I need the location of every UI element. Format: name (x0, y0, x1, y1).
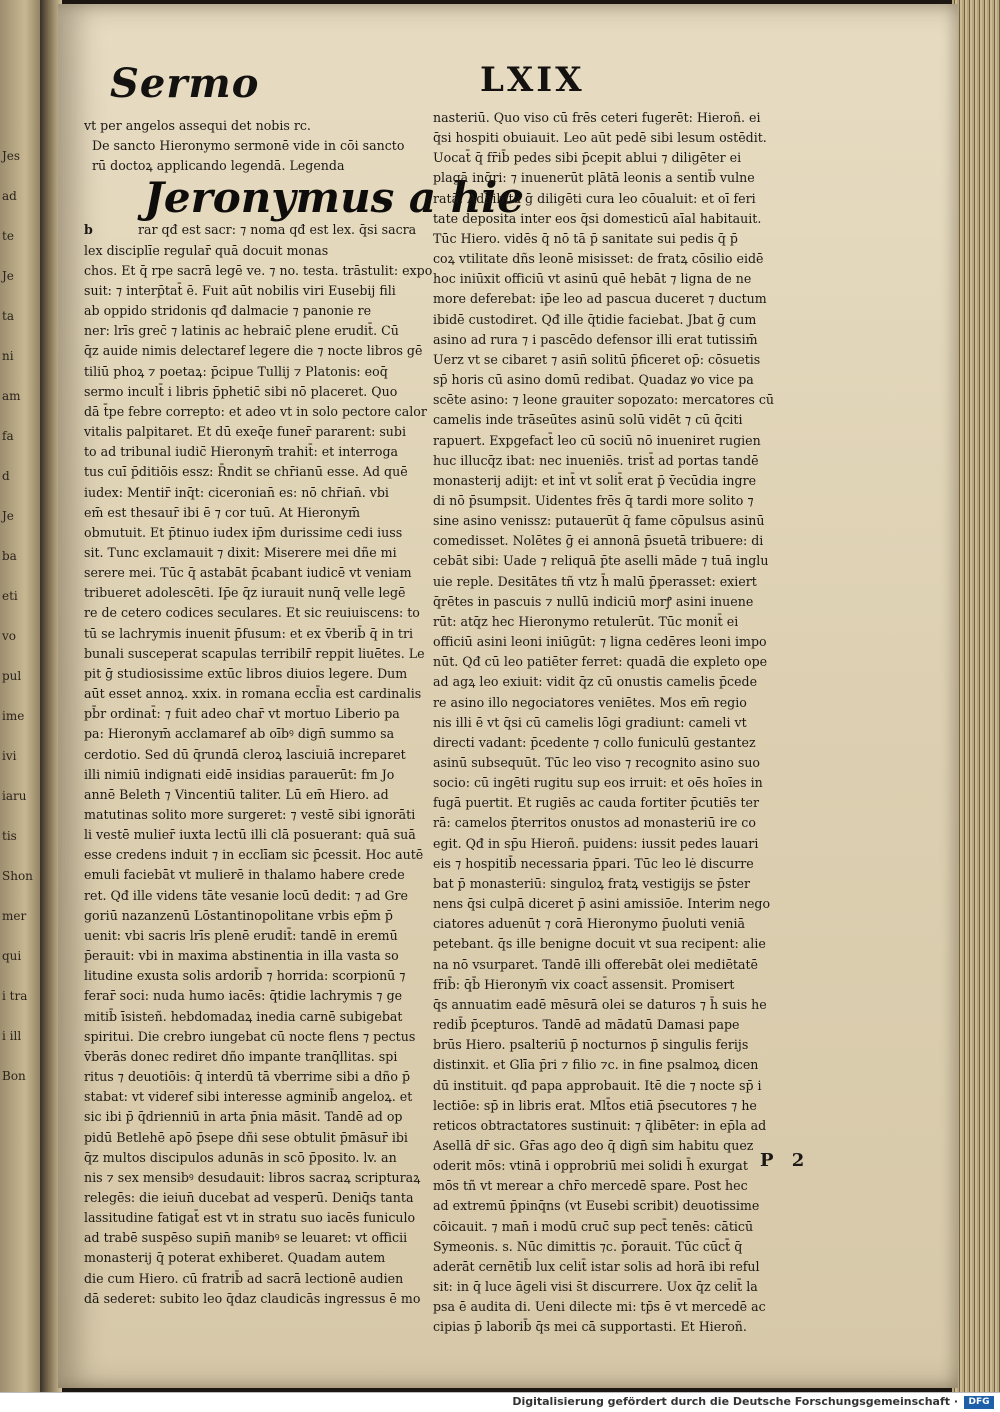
margin-fragment: Jes (2, 149, 21, 163)
text-line: ad extremū p̄pinq̄ns (vt Eusebi̇ scribit) deuotissime (433, 1198, 760, 1214)
text-line: fugā puertit. Et rugiēs ac cauda fortiter p̄cutiēs ter (433, 795, 760, 811)
text-line-content: rar qđ est sacr: ⁊ noma qđ est lex. q̄si sacra (138, 222, 417, 238)
text-line: aūt esset annoꝝ. xxix. in romana eccl̄ia est cardinalis (84, 686, 422, 702)
text-line: asino ad rura ⁊ i pascēdo defensor illi̇ erat tutissim̄ (433, 331, 758, 347)
text-line: rā: camelos p̄territos onustos ad monasteriū ire co (433, 815, 756, 831)
text-line: Symeonis. s. Nūc dimittis ⁊c. p̄orauit. Tūc cūct̄ q̄ (433, 1238, 743, 1254)
text-line: emuli faciebāt vt mulierē in thalamo habere crede (84, 867, 405, 883)
margin-fragment: i ill (2, 1029, 22, 1043)
text-line: em̄ est thesaur̄ ibi ē ⁊ cor tuū. At Hieronym̄ (84, 504, 361, 520)
right-text-column (433, 108, 809, 1335)
margin-fragment: Shon (2, 869, 33, 883)
text-line: mitib̄ īsisteñ. hebdomadaꝝ inedia carnē subigebat (84, 1008, 403, 1024)
text-line: re de cetero codices seculares. Et sic reuiuiscens: to (84, 605, 420, 621)
text-line: tate deposita inter eos q̄si domesticū aīal habitauit. (433, 210, 762, 226)
text-line: lectiōe: sp̄ in libris erat. Mlt̄os etiā p̄secutores ⁊ he (433, 1097, 757, 1113)
text-line: ritus ⁊ deuotiōis: q̄ interdū tā vberrime sibi a dño p̄ (84, 1069, 411, 1085)
margin-fragment: mer (2, 909, 27, 923)
text-line: q̄z auide nimis delectaref legere die ⁊ nocte libros gē (84, 343, 423, 359)
text-line: ret. Qđ ille videns tāte vesanie locū dedit: ⁊ ad Gre (84, 887, 408, 903)
text-line: q̄z multos discipulos adunās in scō p̄posito. lv. an (84, 1149, 397, 1165)
text-line: q̄s annuatim eadē mēsurā olei se daturos ⁊ h̄ suis he (433, 996, 767, 1012)
footer-bar (0, 1392, 1000, 1412)
margin-fragment: iaru (2, 789, 27, 803)
text-line: ad trabē suspēso supin̄ manibꝰ se leuaret: vt officii (84, 1230, 408, 1246)
text-line: socio: cū ingēti rugitu sup eos irruit: et oēs hoīes in (433, 775, 763, 791)
text-line: nūt. Qđ cū leo patiēter ferret: quadā die expleto ope (433, 654, 768, 670)
text-line: rūt: atq̄z hec Hieronymo retulerūt. Tūc monit̄ ei (433, 613, 739, 629)
page-stack-edge (952, 0, 1000, 1392)
text-line: more deferebat: ip̄e leo ad pascua duceret ⁊ ductum (433, 291, 767, 307)
margin-fragment: fa (2, 429, 14, 443)
text-line: ad agꝝ leo exiuit: vidit q̄z cū onustis camelis p̄cede (433, 674, 758, 690)
text-line: illi nimiū indignati eidē insidias parauerūt: fm Jo (84, 766, 395, 782)
text-line: nis illi̇ ē vt q̄si cū camelis lōgi̇ gradiunt: cameli vt (433, 714, 747, 730)
text-line: dā sederet: subito leo q̄daz claudicās ingressus ē mo (84, 1290, 421, 1306)
text-line: officiū asini leoni iniūgūt: ⁊ ligna cedēres leoni impo (433, 634, 767, 650)
text-line: q̄si hospiti obuiauit. Leo aūt pedē sibi lesum ostēdit. (433, 130, 767, 146)
running-head-left: Sermo (110, 60, 260, 107)
text-line: annē Beleth ⁊ Vincentiū taliter. Lū em̄ Hiero. ad (84, 786, 389, 802)
text-line: ciatores aduenūt ⁊ corā Hieronymo p̄uoluti veniā (433, 916, 746, 932)
text-line: hoc iniūxit officiū vt asinū quē hebāt ⁊ ligna de ne (433, 271, 752, 287)
text-line: monasterij q̄ poterat exhiberet. Quadam autem (84, 1250, 386, 1266)
text-line: chos. Et q̄ rpe sacrā legē ve. ⁊ no. testa. trāstulit: expo (84, 262, 433, 278)
text-line: ferar̄ soci̇: nuda humo iacēs: q̄tidie lachrymis ⁊ ge (84, 988, 403, 1004)
text-line: uie reple. Desitātes tñ vtz h̄ malū p̄perasset: exiert (433, 573, 757, 589)
text-line: eis ⁊ hospitib̄ necessaria p̄pari. Tūc leo lė discurre (433, 855, 754, 871)
text-line: litudine exusta solis ardorib̄ ⁊ horrida: scorpionū ⁊ (84, 968, 406, 984)
text-line: sermo incult̄ i libris p̄phetic̄ sibi nō placeret. Quo (84, 383, 398, 399)
text-line: nis ⁊ sex mensibꝰ desudauit: libros sacraꝝ scripturaꝝ (84, 1169, 421, 1185)
margin-fragment: ad (2, 189, 17, 203)
text-line: ibidē custodiret. Qđ ille q̄tidie faciebat. Jbat ḡ cum (433, 311, 757, 327)
margin-fragment: am (2, 389, 21, 403)
text-line: dā t̄pe febre correpto: et adeo vt in solo pectore calor (84, 403, 427, 419)
margin-fragment: i tra (2, 989, 28, 1003)
text-line: fr̄ib̄: q̄b̄ Hieronym̄ vix coact̄ assensit. Promisert (433, 976, 735, 992)
margin-fragment: ime (2, 709, 25, 723)
text-line: directi̇ vadant: p̄cedente ⁊ collo funiculū gestantez (433, 734, 756, 750)
text-line: serere mei. Tūc q̄ astabāt p̄cabant iudicē vt veniam (84, 565, 412, 581)
text-line: die cum Hiero. cū fratrib̄ ad sacrā lectionē audien (84, 1270, 404, 1286)
text-line: lassitudine fatigat̄ est vt in stratu suo iacēs funiculo (84, 1210, 416, 1226)
text-line: pa: Hieronym̄ acclamaref ab oībꝰ dign̄ summo sa (84, 726, 395, 742)
text-line: tiliū phoꝝ ⁊ poetaꝝ: p̄cipue Tullij ⁊ Platonis: eoq̄ (84, 363, 388, 379)
text-line: reticos obtractatores sustinuit: ⁊ q̄libēter: in ep̄la ad (433, 1117, 767, 1133)
text-line: uenit: vbi sacris lrīs plenē erudit̄: tandē in eremū (84, 927, 398, 943)
margin-fragment: tis (2, 829, 17, 843)
text-line: sp̄ horis cū asino domū redibat. Quadaz ꝟo vice pa (433, 372, 754, 388)
signature-mark: P 2 (760, 1150, 811, 1171)
text-line: dū instituit. qđ papa approbauit. Itē die ⁊ nocte sp̄ i (433, 1077, 762, 1093)
text-line: obmutuit. Et p̄tinuo iudex ip̄m durissime cedi iuss (84, 524, 403, 540)
text-line: oderit mōs: vtinā i opprobriū mei solidi h̄ exurgat (433, 1158, 748, 1174)
text-line: rapuert. Expgefact̄ leo cū sociū nō inueniret rugien (433, 432, 761, 448)
text-line: nens q̄si culpā diceret p̄ asini amissiōe. Interim nego (433, 896, 771, 912)
text-line: iudex: Mentir̄ inq̄t: ciceronian̄ es: nō chr̄ian̄. vbi (84, 484, 389, 500)
text-line: bunali susceperat scapulas terribilr̄ reppit liuētes. Le (84, 645, 425, 661)
funding-credit: Digitalisierung gefördert durch die Deutsche Forschungsgemeinschaft · (512, 1395, 958, 1408)
text-line: lex disciplīe regular̄ quā docuit monas (84, 242, 329, 258)
text-line: scēte asino: ⁊ leone grauiter sopozato: mercatores cū (433, 392, 775, 408)
margin-fragment: ba (2, 549, 17, 563)
text-line: vt per angelos assequi det nobis rc. (84, 118, 311, 133)
margin-fragment: eti (2, 589, 18, 603)
text-line: v̄berās donec rediret dño impante tranq̄llitas. spi (84, 1048, 398, 1064)
text-line: matutinas solito more surgeret: ⁊ vestē sibi ignorāti (84, 807, 416, 822)
text-line: sit: in q̄ luce āgeli visi s̄t discurrere. Uox q̄z celit̄ la (433, 1279, 758, 1295)
text-line: stabat: vt videref sibi interesse agminib̄ angeloꝝ. et (84, 1089, 413, 1105)
text-line: na nō vsurparet. Tandē illi offerebāt olei mediētatē (433, 956, 759, 972)
text-line: distinxit. et Glīa p̄ri ⁊ filio ⁊c. in fine psalmoꝝ dicen (433, 1057, 759, 1073)
text-line: mōs tñ vt merear a chr̄o mercedē spare. Post hec (433, 1178, 748, 1194)
text-line: brūs Hiero. psalteriū p̄ nocturnos p̄ singulis ferijs (433, 1037, 749, 1053)
dfg-logo: DFG (964, 1396, 994, 1409)
text-line: plagā inq̄ri: ⁊ inuenerūt plātā leonis a sentib̄ vulne (433, 170, 755, 186)
text-line: sic ibi p̄ q̄drienniū in arta p̄nia māsit. Tandē ad op (84, 1109, 403, 1125)
text-line: De sancto Hieronymo sermonē vide in cōi sancto (92, 138, 405, 154)
text-line: Tūc Hiero. vidēs q̄ nō tā p̄ sanitate sui pedis q̄ p̄ (433, 230, 738, 246)
margin-fragment: ta (2, 309, 14, 323)
text-line: aderāt cernētib̄ lux celit̄ istar solis ad horā ibi reful (433, 1258, 760, 1274)
text-line: bat p̄ monasteriū: singuloꝝ fratꝝ vestigijs se p̄ster (433, 875, 750, 891)
text-line: q̄rētes in pascuis ⁊ nullū indiciū morꝭ asini inuene (433, 593, 754, 609)
text-line: re asino illo negociatores veniētes. Mos em̄ regio (433, 694, 747, 710)
text-line: goriū nazanzenū Lōstantinopolitane vrbis ep̄m p̄ (84, 907, 393, 923)
text-line: psa ē audita di. Ueni dilecte mi: tp̄s ē vt mercedē ac (433, 1299, 766, 1315)
margin-fragment: pul (2, 669, 22, 683)
text-line: rū doctoꝝ applicando legendā. Legenda (92, 158, 345, 174)
text-line: pb̄r ordinat̄: ⁊ fuit adeo char̄ vt mortuo Liberio pa (84, 706, 400, 722)
margin-fragment: te (2, 229, 14, 243)
margin-fragment: vo (2, 629, 17, 643)
text-line: cebāt sibi: Uade ⁊ reliquā p̄te aselli māde ⁊ tuā inglu (433, 553, 769, 569)
text-line: huc illucq̄z ibat: nec inueniēs. trist̄ ad portas tandē (433, 452, 759, 468)
text-line: tus cuī p̄ditiōis essz: R̄ndit se chr̄ianū esse. Ad quē (84, 464, 408, 480)
text-line: esse credens induit ⁊ in ecclīam sic p̄cessit. Hoc autē (84, 847, 424, 863)
text-line: to ad tribunal iudic̄ Hieronym̄ trahit̄: et interroga (84, 444, 399, 460)
text-line: p̄erauit: vbi in maxima abstinentia in illa vasta so (84, 948, 399, 964)
text-line: ab oppido stridonis qđ dalmacie ⁊ panonie re (84, 303, 372, 319)
text-line: tū se lachrymis inuenit p̄fusum: et ex v̄berib̄ q̄ in tri (84, 625, 413, 641)
legend-title: Jeronymus a hie (144, 173, 524, 223)
text-line: li vestē mulier̄ iuxta lectū illi̇ clā posuerant: quā suā (84, 827, 416, 843)
text-line: pidū Betlehē apō p̄sepe dñi sese obtulit p̄māsur̄ ibi (84, 1129, 408, 1145)
text-line: sit. Tunc exclamauit ⁊ dixit: Miserere mei dñe mi (84, 544, 397, 560)
text-line: comedisset. Nolētes ḡ ei annonā p̄suetā tribuere: di (433, 533, 764, 549)
text-line: sine asino venissz: putauerūt q̄ fame cōpulsus asinū (433, 513, 765, 529)
text-line: cōicauit. ⁊ man̄ i modū cruc̄ sup pect̄ tenēs: cāticū (433, 1218, 754, 1234)
left-text-column (84, 116, 524, 1306)
text-line: cipias p̄ laborib̄ q̄s mei cā supportasti. Et Hieroñ. (433, 1319, 747, 1335)
margin-fragment: Je (2, 509, 14, 523)
text-line: petebant. q̄s ille benigne docuit vt sua recipent: alie (433, 936, 766, 952)
text-line: camelis inde trāseūtes asinū solū vidēt ⁊ cū q̄citi (433, 412, 743, 428)
initial-letter: b (84, 222, 93, 238)
text-line: egit. Qđ in sp̄u Hieroñ. puidens: iussit pedes lauari (433, 835, 759, 851)
text-line: redib̄ p̄cepturos. Tandē ad mādatū Damasi pape (433, 1017, 740, 1033)
text-line: relegēs: die ieiun̄ ducebat ad vesperū. Deniq̄s tanta (84, 1189, 414, 1205)
text-line: cerdotio. Sed dū q̄rundā cleroꝝ lasciuiā increparet (84, 746, 406, 762)
text-line: vitalis palpitaret. Et dū exeq̄e funer̄ pararent: subi (84, 424, 407, 440)
text-line: di nō p̄sumpsit. Uidentes frēs q̄ tardi more solito ⁊ (433, 492, 754, 508)
text-line: Asellā dr̄ sic. Gr̄as ago deo q̄ dign̄ sim habitu quez (433, 1137, 754, 1153)
text-line: coꝝ vtilitate dñs leonē misisset: de fratꝝ cōsilio eidē (433, 251, 764, 267)
margin-fragment: ivi (2, 749, 17, 763)
text-line: Uocat̄ q̄ fr̄ib̄ pedes sibi p̄cepit ablui ⁊ diligēter ei (433, 150, 742, 166)
text-line: pit ḡ studiosissime extūc libros diuios legere. Dum (84, 665, 408, 681)
margin-fragment: qui (2, 949, 22, 963)
text-line: Uerz vt se cibaret ⁊ asin̄ solitū p̄ficeret op̄: cōsuetis (433, 351, 761, 367)
text-line: tribueret adolescēti. Ip̄e q̄z iurauit nunq̄ velle legē (84, 585, 406, 601)
left-body-text (84, 220, 436, 1308)
text-line: monasterij adijt: et int̄ vt solit̄ erat p̄ v̄ecūdia ingre (433, 472, 757, 488)
text-line: ratā. Adhibita ḡ diligēti cura leo cōualuit: et oī feri (433, 190, 756, 206)
text-line: ner: lrīs grec̄ ⁊ latinis ac hebraic̄ plene erudit̄. Cū (84, 323, 399, 339)
text-line: suit: ⁊ interp̄tat̄ ē. Fuit aūt nobilis viri Eusebij fili (84, 282, 396, 298)
folio-number: LXIX (480, 60, 585, 100)
text-line: spiritui. Die crebro iungebat cū nocte flens ⁊ pectus (84, 1028, 416, 1044)
text-line (84, 220, 436, 240)
margin-fragment: Bon (2, 1069, 26, 1083)
margin-fragment: Je (2, 269, 14, 283)
margin-fragment: ni (2, 349, 14, 363)
text-line: asinū subsequūt. Tūc leo viso ⁊ recognito asino suo (433, 755, 761, 770)
text-line: nasteriū. Quo viso cū frēs ceteri fugerēt: Hieroñ. ei (433, 110, 761, 125)
margin-fragment: d (2, 469, 10, 483)
